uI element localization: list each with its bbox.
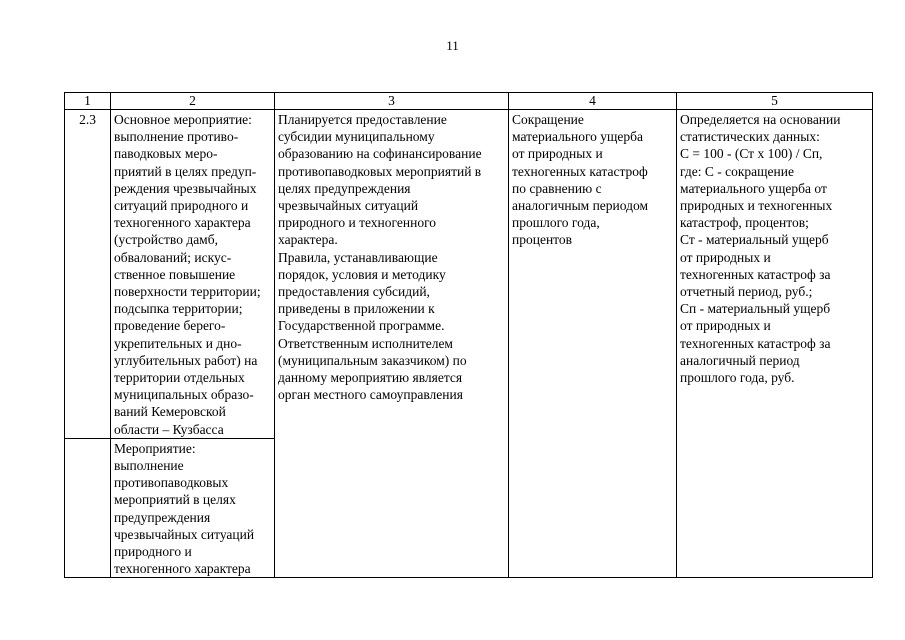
- column-header-4: 4: [509, 93, 677, 110]
- cell-text-line: противопаводковых: [114, 475, 229, 491]
- cell-text-line: образованию на софинансирование: [278, 146, 482, 162]
- cell-text-line: природного и: [114, 544, 192, 560]
- cell-text-line: материального ущерба: [512, 129, 644, 145]
- cell-text-line: территории отдельных: [114, 370, 245, 386]
- cell-text-line: данному мероприятию является: [278, 370, 463, 386]
- cell-text-line: подсыпка территории;: [114, 301, 243, 317]
- cell-text-line: чрезвычайных ситуаций: [278, 198, 419, 214]
- cell-text-line: порядок, условия и методику: [278, 266, 446, 282]
- cell-text-line: Основное мероприятие:: [114, 112, 252, 127]
- cell-text-line: Сп - материальный ущерб: [680, 301, 831, 317]
- cell-text-line: процентов: [512, 232, 573, 248]
- measures-table: [64, 92, 873, 578]
- cell-text-line: отчетный период, руб.;: [680, 284, 813, 300]
- cell-text-line: проведение берего-: [114, 318, 226, 334]
- cell-text-line: Ст - материальный ущерб: [680, 232, 829, 248]
- cell-text-line: субсидии муниципальному: [278, 129, 435, 145]
- table-row: [65, 110, 873, 439]
- cell-text-line: от природных и: [512, 146, 603, 162]
- cell-text-line: паводковых меро-: [114, 146, 218, 162]
- cell-text-line: Сокращение: [512, 112, 584, 127]
- sub-row-number-cell: [65, 438, 111, 578]
- cell-text-line: Планируется предоставление: [278, 112, 447, 127]
- column-header-1: 1: [65, 93, 111, 110]
- cell-text-line: ситуаций природного и: [114, 198, 249, 214]
- cell-text-line: укрепительных и дно-: [114, 335, 242, 351]
- column-header-5: 5: [677, 93, 873, 110]
- cell-text-line: техногенных катастроф: [512, 163, 648, 179]
- main-activity-cell: [111, 110, 275, 439]
- cell-text-line: выполнение противо-: [114, 129, 239, 145]
- cell-text-line: от природных и: [680, 318, 771, 334]
- column-header-3: 3: [275, 93, 509, 110]
- cell-text-line: орган местного самоуправления: [278, 387, 463, 403]
- cell-text-line: выполнение: [114, 458, 184, 474]
- cell-text-line: материального ущерба от: [680, 180, 827, 196]
- row-number-cell: 2.3: [65, 110, 111, 439]
- sub-activity-cell: [111, 438, 275, 578]
- cell-text-line: ваний Кемеровской: [114, 404, 226, 420]
- cell-text-line: катастроф, процентов;: [680, 215, 809, 231]
- cell-text-line: (муниципальным заказчиком) по: [278, 352, 467, 368]
- cell-text-line: Мероприятие:: [114, 440, 196, 456]
- cell-text-line: ственное повышение: [114, 266, 236, 282]
- cell-text-line: предупреждения: [114, 509, 211, 525]
- cell-text-line: предоставления субсидий,: [278, 284, 430, 300]
- cell-text-line: где: С - сокращение: [680, 163, 794, 179]
- cell-text-line: приятий в целях предуп-: [114, 163, 257, 179]
- cell-text-line: природных и техногенных: [680, 198, 833, 214]
- cell-text-line: целях предупреждения: [278, 180, 411, 196]
- cell-text-line: чрезвычайных ситуаций: [114, 526, 255, 542]
- description-cell: [275, 110, 509, 578]
- cell-text-line: Правила, устанавливающие: [278, 249, 438, 265]
- cell-text-line: аналогичный период: [680, 352, 800, 368]
- cell-text-line: Ответственным исполнителем: [278, 335, 453, 351]
- cell-text-line: статистических данных:: [680, 129, 820, 145]
- cell-text-line: Определяется на основании: [680, 112, 841, 127]
- cell-text-line: области – Кузбасса: [114, 421, 224, 437]
- cell-text-line: характера.: [278, 232, 338, 248]
- cell-text-line: (устройство дамб,: [114, 232, 218, 248]
- cell-text-line: поверхности территории;: [114, 284, 261, 300]
- page-number: 11: [446, 38, 459, 53]
- cell-text-line: противопаводковых мероприятий в: [278, 163, 482, 179]
- cell-text-line: Государственной программе.: [278, 318, 445, 334]
- cell-text-line: муниципальных образо-: [114, 387, 254, 403]
- cell-text-line: техногенного характера: [114, 561, 251, 577]
- cell-text-line: углубительных работ) на: [114, 352, 258, 368]
- cell-text-line: прошлого года, руб.: [680, 370, 795, 386]
- calculation-method-cell: [677, 110, 873, 578]
- cell-text-line: техногенных катастроф за: [680, 266, 831, 282]
- cell-text-line: от природных и: [680, 249, 771, 265]
- column-header-2: 2: [111, 93, 275, 110]
- indicator-cell: [509, 110, 677, 578]
- cell-text-line: прошлого года,: [512, 215, 600, 231]
- cell-text-line: по сравнению с: [512, 180, 602, 196]
- table-header-row: [65, 93, 873, 110]
- cell-text-line: природного и техногенного: [278, 215, 437, 231]
- cell-text-line: С = 100 - (Ст х 100) / Сп,: [680, 146, 823, 162]
- cell-text-line: обвалований; искус-: [114, 249, 232, 265]
- cell-text-line: мероприятий в целях: [114, 492, 236, 508]
- cell-text-line: техногенных катастроф за: [680, 335, 831, 351]
- cell-text-line: аналогичным периодом: [512, 198, 649, 214]
- cell-text-line: реждения чрезвычайных: [114, 180, 257, 196]
- cell-text-line: приведены в приложении к: [278, 301, 435, 317]
- cell-text-line: техногенного характера: [114, 215, 251, 231]
